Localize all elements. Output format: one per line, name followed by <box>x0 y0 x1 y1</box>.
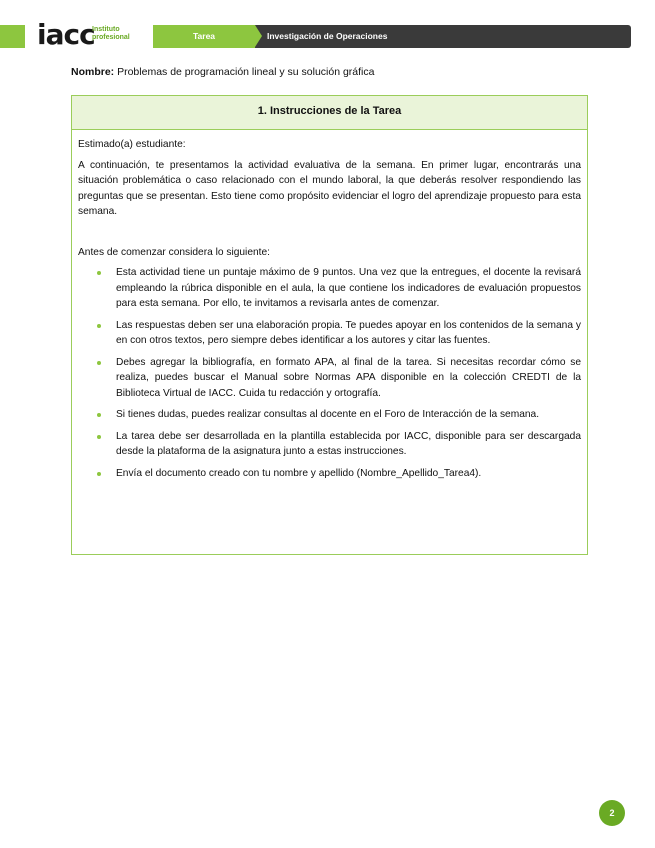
course-title-bar: Investigación de Operaciones <box>255 25 631 48</box>
list-item: Las respuestas deben ser una elaboración propia. Te puedes apoyar en los contenidos de la semana y en con otros textos, pero siempre debes identificar a los autores y citar las fuentes. <box>116 318 581 349</box>
assignment-name <box>71 66 374 78</box>
page-header <box>0 18 655 51</box>
nombre-label: Nombre: <box>71 66 115 78</box>
list-item: La tarea debe ser desarrollada en la plantilla establecida por IACC, disponible para ser descargada desde la plataforma de la asignatura junto a estas instrucciones. <box>116 429 581 460</box>
greeting: Estimado(a) estudiante: <box>78 139 186 150</box>
page-number: 2 <box>599 800 625 826</box>
instructions-body <box>72 130 587 481</box>
list-item: Debes agregar la bibliografía, en formato APA, al final de la tarea. Si necesitas recordar cómo se realiza, puedes buscar el Manual sobre Normas APA disponible en la colección CREDTI de la Biblioteca Virtual de IACC. Cuida tu redacción y ortografía. <box>116 355 581 402</box>
list-item: Envía el documento creado con tu nombre y apellido (Nombre_Apellido_Tarea4). <box>116 466 581 482</box>
instructions-list <box>78 265 581 481</box>
logo-subtitle: Instituto profesional <box>92 26 130 41</box>
instructions-box <box>71 95 588 555</box>
list-item: Si tienes dudas, puedes realizar consultas al docente en el Foro de Interacción de la semana. <box>116 407 581 423</box>
intro-paragraph: A continuación, te presentamos la actividad evaluativa de la semana. En primer lugar, encontrarás una situación problemática o caso relacionado con el mundo laboral, la que deberás resolver respondiendo las preguntas que se presentan. Esto tiene como propósito evidenciar el logro del aprendizaje propuesto para esta semana. <box>78 159 581 217</box>
nombre-value: Problemas de programación lineal y su solución gráfica <box>117 66 375 78</box>
instructions-title: 1. Instrucciones de la Tarea <box>72 96 587 130</box>
before-paragraph: Antes de comenzar considera lo siguiente: <box>78 246 270 258</box>
tab-tarea: Tarea <box>153 25 255 48</box>
list-item: Esta actividad tiene un puntaje máximo de 9 puntos. Una vez que la entregues, el docente la revisará empleando la rúbrica disponible en el aula, la que contiene los indicadores de evaluación propuestos para esta semana. Por ello, te invitamos a revisarla antes de comenzar. <box>116 265 581 312</box>
logo-wordmark: iacc <box>37 18 95 51</box>
header-green-square <box>0 25 25 48</box>
